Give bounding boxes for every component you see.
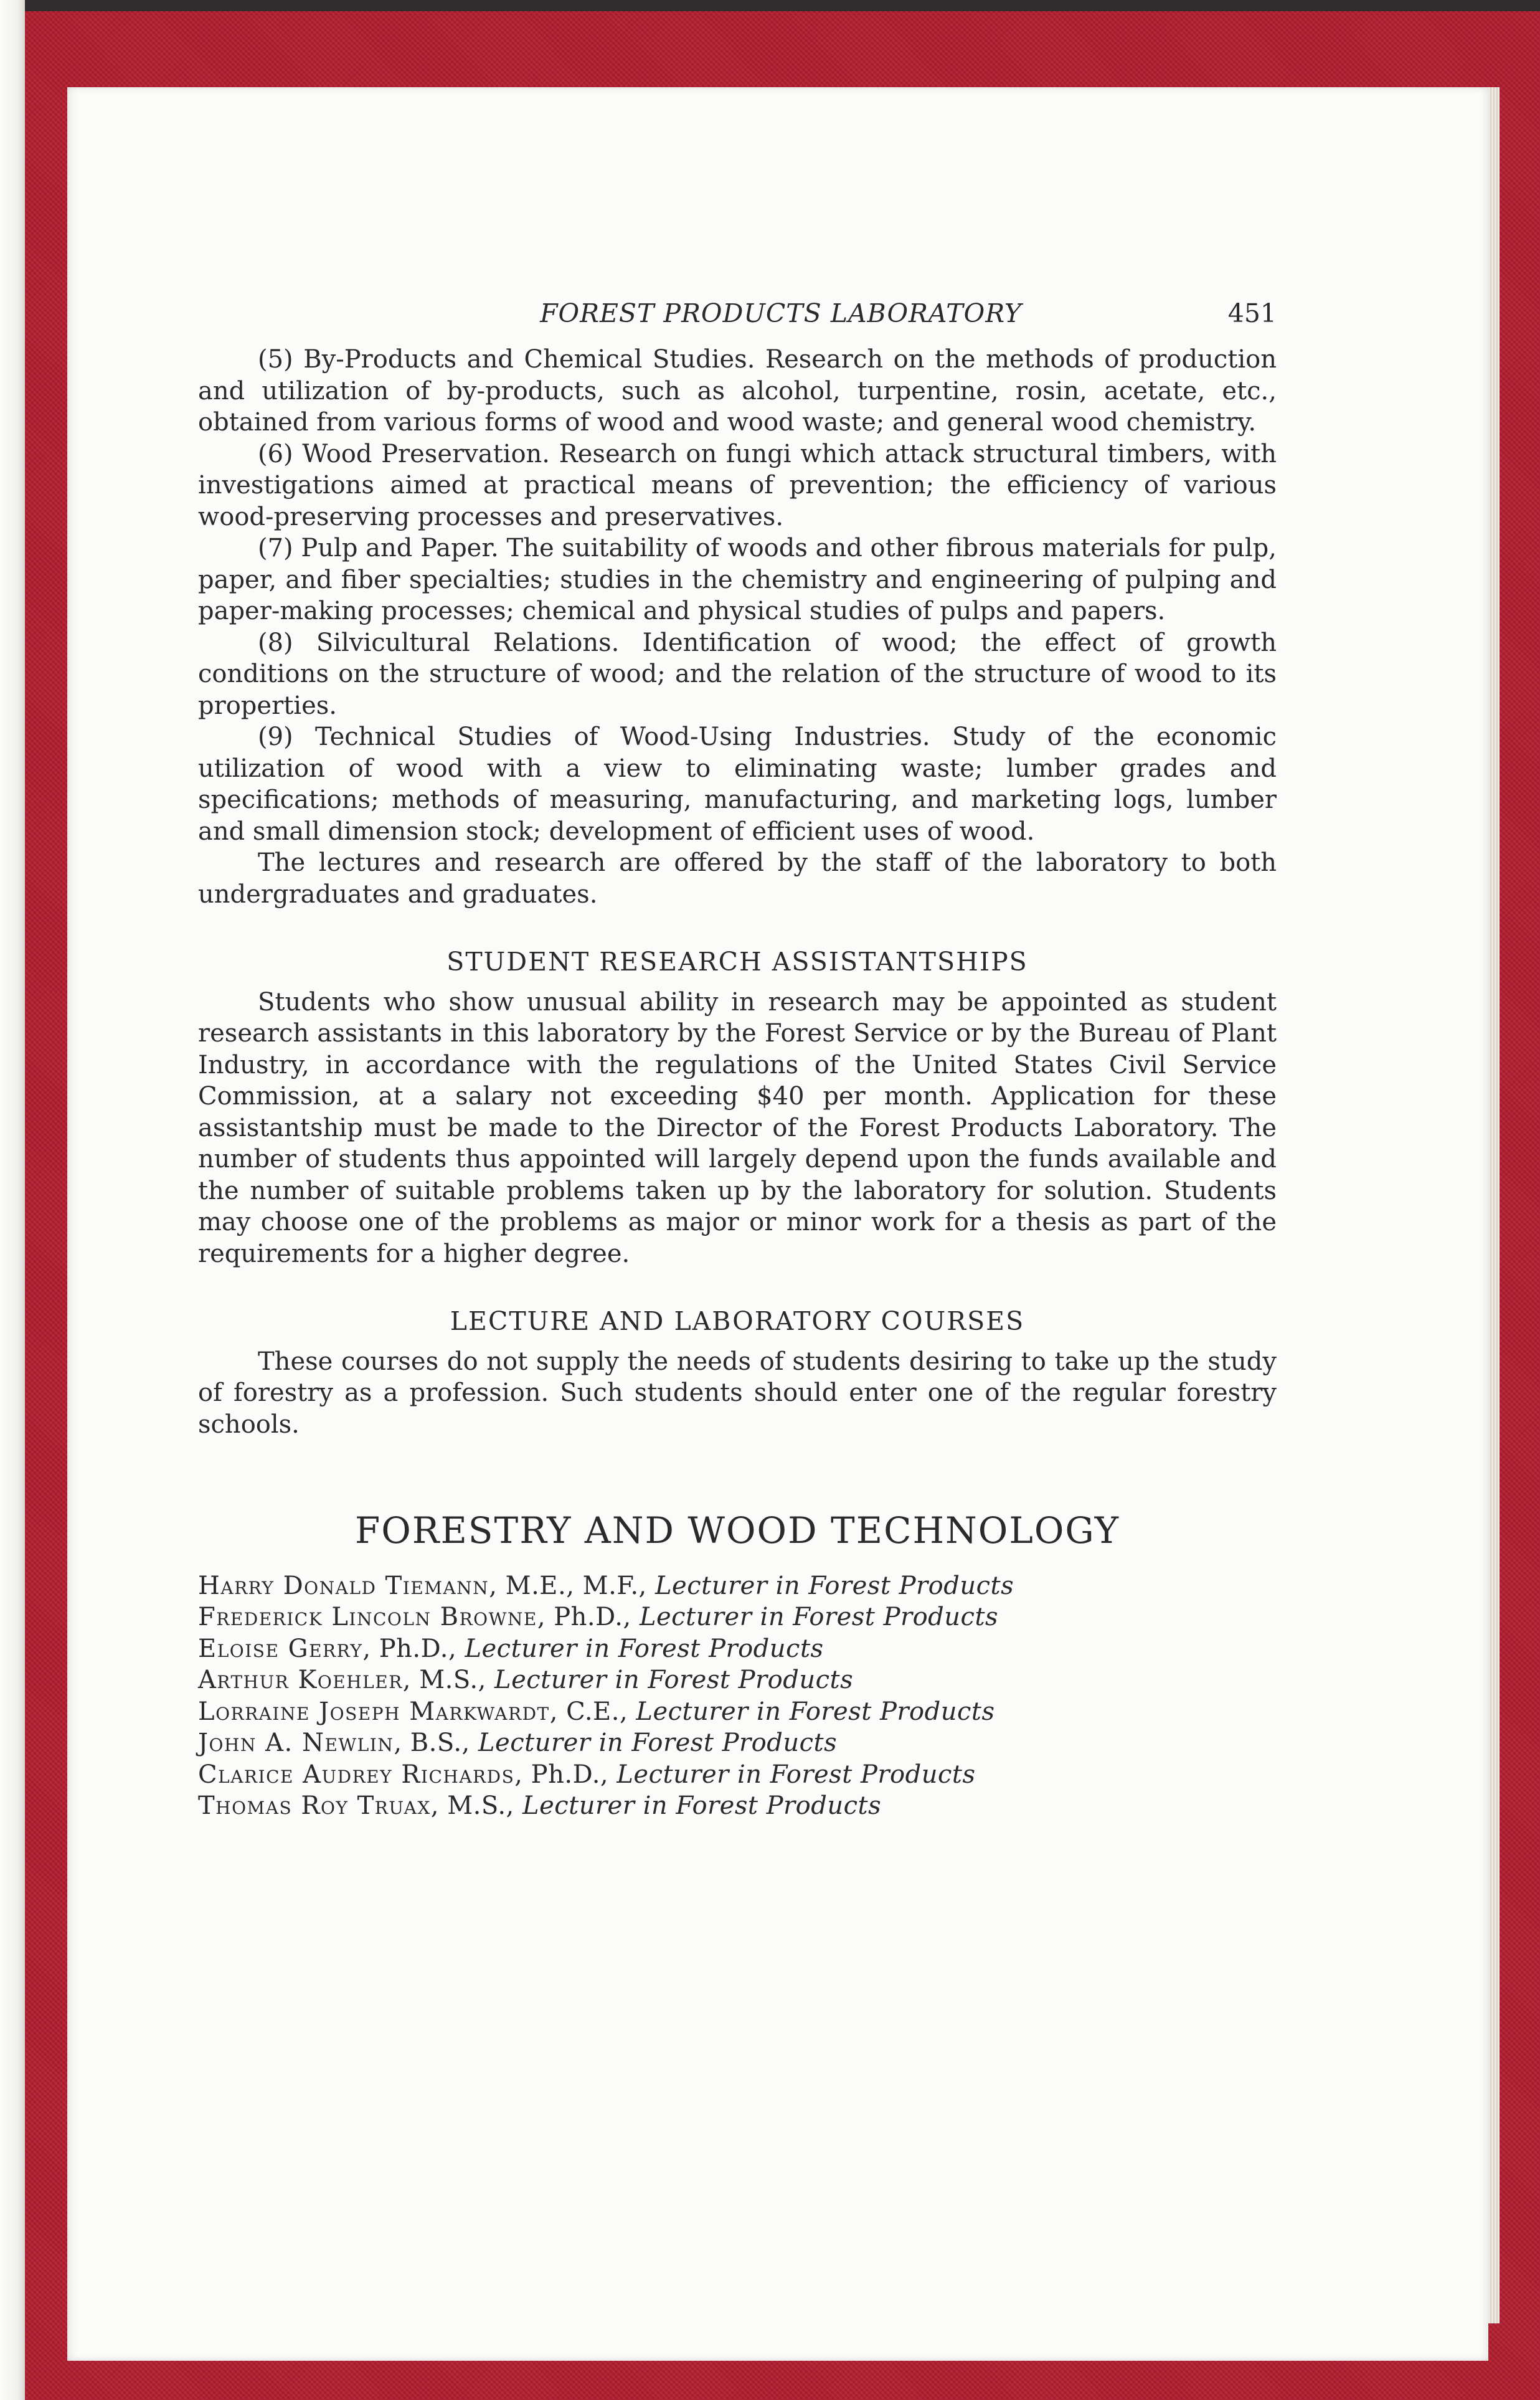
- staff-name: Clarice Audrey Richards: [198, 1760, 515, 1789]
- assistantships-heading: STUDENT RESEARCH ASSISTANTSHIPS: [446, 947, 1028, 977]
- staff-entry: [198, 1664, 1277, 1696]
- staff-degree: , M.S.,: [402, 1666, 495, 1694]
- staff-title: Lecturer in Forest Products: [494, 1666, 854, 1694]
- staff-degree: , C.E.,: [549, 1697, 636, 1726]
- staff-title: Lecturer in Forest Products: [522, 1791, 882, 1820]
- staff-title: Lecturer in Forest Products: [465, 1634, 824, 1663]
- staff-name: Arthur Koehler: [198, 1666, 403, 1694]
- staff-title: Lecturer in Forest Products: [616, 1760, 976, 1789]
- paragraph-silvicultural: (8) Silvicultural Relations. Identification of wood; the effect of growth conditions on the structure of wood; and the relation of the structure of wood to its properties.: [198, 628, 1277, 720]
- staff-entry: [198, 1570, 1277, 1602]
- staff-name: Frederick Lincoln Browne: [198, 1603, 537, 1631]
- staff-degree: , Ph.D.,: [514, 1760, 617, 1789]
- staff-entry: [198, 1633, 1277, 1665]
- staff-name: Lorraine Joseph Markwardt: [198, 1697, 550, 1726]
- forestry-heading: FORESTRY AND WOOD TECHNOLOGY: [354, 1509, 1120, 1552]
- staff-title: Lecturer in Forest Products: [654, 1571, 1014, 1600]
- page-content: [198, 298, 1277, 1822]
- previous-page-edge: [0, 0, 25, 2400]
- paragraph-technical-studies: (9) Technical Studies of Wood-Using Industries. Study of the economic utilization of wood with a view to eliminating waste; lumber grades and specifications; methods of measuring, manufacturing, and marketing logs, lumber and small dimension stock; development of efficient uses of wood.: [198, 723, 1277, 846]
- staff-name: Thomas Roy Truax: [198, 1791, 431, 1820]
- assistantships-text: Students who show unusual ability in research may be appointed as student research assistants in this laboratory by the Forest Service or by the Bureau of Plant Industry, in accordance with the regulations of the United States Civil Service Commission, at a salary not exceeding $40 per month. Application for these assistantship must be made to the Director of the Forest Products Laboratory. The number of students thus appointed will largely depend upon the funds available and the number of suitable problems taken up by the laboratory for solution. Students may choose one of the problems as major or minor work for a thesis as part of the requirements for a higher degree.: [198, 987, 1277, 1268]
- staff-name: John A. Newlin: [198, 1729, 394, 1757]
- staff-name: Eloise Gerry: [198, 1634, 363, 1663]
- background-top: [25, 0, 1540, 11]
- staff-list: [198, 1570, 1277, 1822]
- staff-entry: [198, 1759, 1277, 1791]
- staff-title: Lecturer in Forest Products: [636, 1697, 995, 1726]
- paragraph-wood-preservation: (6) Wood Preservation. Research on fungi which attack structural timbers, with investigations aimed at practical means of prevention; the efficiency of various wood-preserving processes and preservatives.: [198, 439, 1277, 531]
- staff-title: Lecturer in Forest Products: [639, 1603, 999, 1631]
- page-number: 451: [1227, 298, 1277, 328]
- staff-entry: [198, 1696, 1277, 1728]
- courses-text: These courses do not supply the needs of students desiring to take up the study of forestry as a profession. Such students should enter one of the regular forestry schools.: [198, 1347, 1277, 1439]
- paragraph-lectures: The lectures and research are offered by the staff of the laboratory to both undergraduates and graduates.: [198, 848, 1277, 909]
- staff-degree: , B.S.,: [394, 1729, 478, 1757]
- courses-heading: LECTURE AND LABORATORY COURSES: [450, 1306, 1025, 1336]
- paragraph-pulp-paper: (7) Pulp and Paper. The suitability of woods and other fibrous materials for pulp, paper, and fiber specialties; studies in the chemistry and engineering of pulping and paper-making processes; chemical and physical studies of pulps and papers.: [198, 534, 1277, 625]
- staff-degree: , Ph.D.,: [362, 1634, 465, 1663]
- running-head: [198, 298, 1277, 333]
- staff-degree: , Ph.D.,: [537, 1603, 640, 1631]
- staff-title: Lecturer in Forest Products: [478, 1729, 838, 1757]
- staff-entry: [198, 1790, 1277, 1822]
- staff-degree: , M.E., M.F.,: [489, 1571, 655, 1600]
- staff-name: Harry Donald Tiemann: [198, 1571, 489, 1600]
- running-title: FOREST PRODUCTS LABORATORY: [540, 298, 1022, 328]
- staff-degree: , M.S.,: [430, 1791, 522, 1820]
- staff-entry: [198, 1601, 1277, 1633]
- staff-entry: [198, 1727, 1277, 1759]
- paragraph-by-products: (5) By-Products and Chemical Studies. Research on the methods of production and utilization of by-products, such as alcohol, turpentine, rosin, acetate, etc., obtained from various forms of wood and wood waste; and general wood chemistry.: [198, 345, 1277, 437]
